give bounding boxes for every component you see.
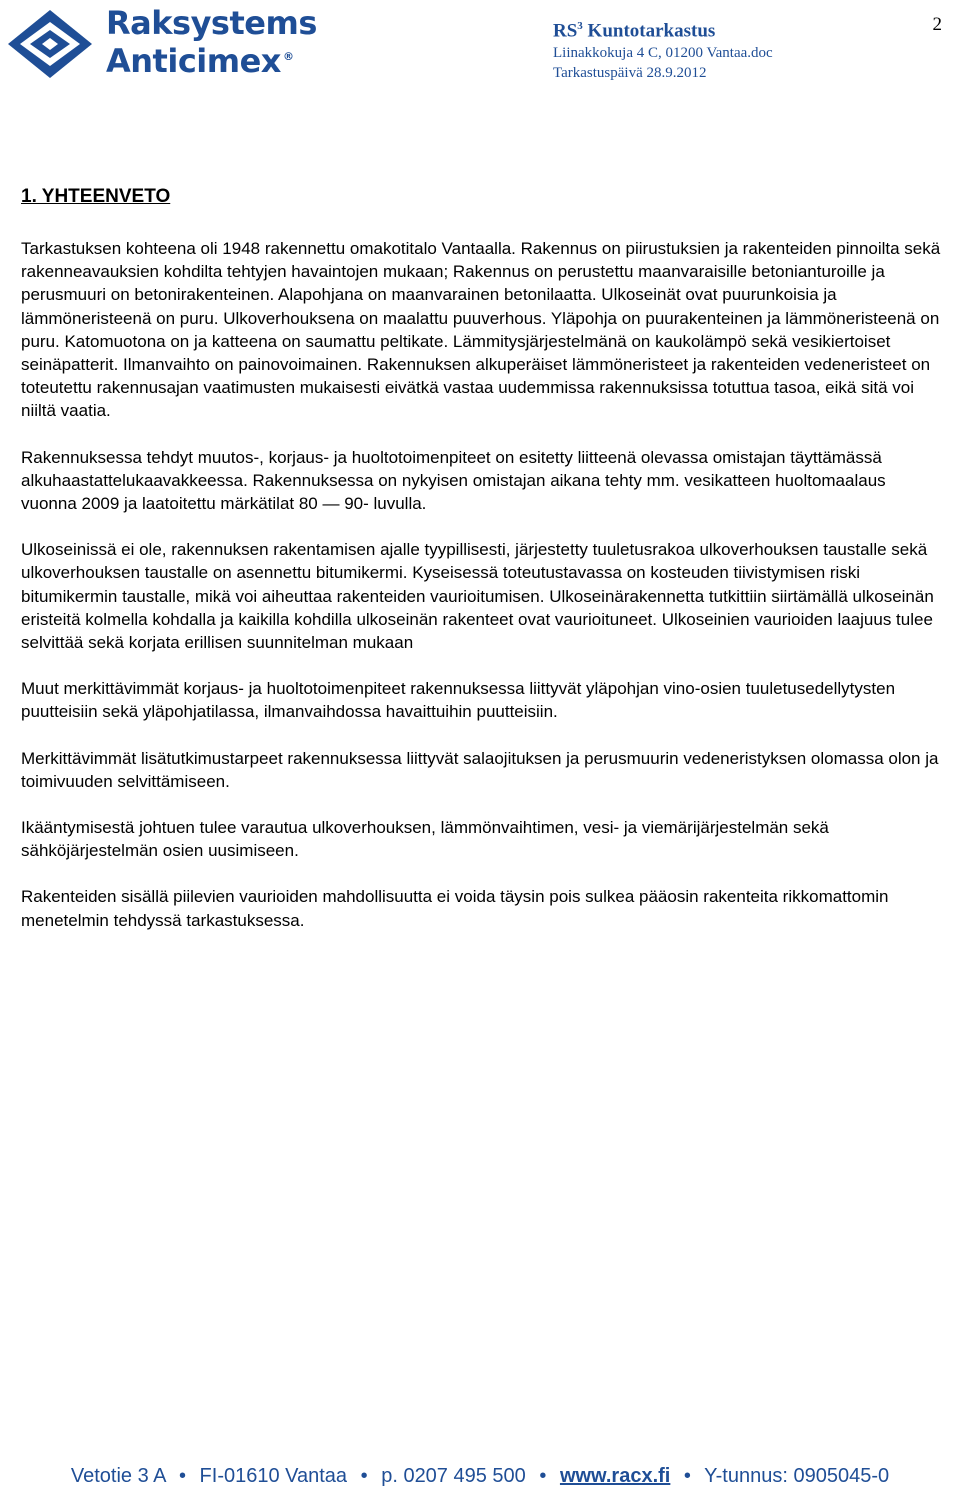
document-title xyxy=(553,14,773,43)
paragraph-other-repairs: Muut merkittävimmät korjaus- ja huoltotoimenpiteet rakennuksessa liittyvät yläpohjan vino-osien tuuletusedellytysten puutteisiin sekä yläpohjatilassa, ilmanvaihdossa havaittuihin puutteisiin. xyxy=(21,679,896,722)
document-meta xyxy=(553,14,773,83)
page-number: 2 xyxy=(932,14,942,35)
doc-title-suffix: Kuntotarkastus xyxy=(587,20,716,42)
doc-title-sup: 3 xyxy=(577,20,583,32)
footer-website-link[interactable]: www.racx.fi xyxy=(559,1465,671,1487)
footer-business-id: Y-tunnus: 0905045-0 xyxy=(704,1465,890,1487)
logo-emblem-icon xyxy=(6,8,94,80)
footer-bullet: • xyxy=(683,1465,691,1487)
footer-phone: p. 0207 495 500 xyxy=(381,1465,526,1487)
footer-postal: FI-01610 Vantaa xyxy=(199,1465,348,1487)
registered-mark: ® xyxy=(282,50,294,64)
logo-text-anticimex-word: Anticimex xyxy=(106,42,281,80)
paragraph-further-research: Merkittävimmät lisätutkimustarpeet rakennuksessa liittyvät salaojituksen ja perusmuurin vedeneristyksen olomassa olon ja toimivuuden selvittämiseen. xyxy=(21,748,939,791)
footer-bullet: • xyxy=(539,1465,547,1487)
document-filename: Liinakkokuja 4 C, 01200 Vantaa.doc xyxy=(553,45,773,62)
doc-title-prefix: RS xyxy=(553,20,578,42)
footer-bullet: • xyxy=(178,1465,186,1487)
footer-bullet: • xyxy=(360,1465,368,1487)
paragraph-summary: Tarkastuksen kohteena oli 1948 rakennettu omakotitalo Vantaalla. Rakennus on piirustuksien ja rakenteiden pinnoilta sekä rakenneavauksien kohdilta tehtyjen havaintojen mukaan; Rakennus on perustettu maanvaraisille betonianturoille ja perusmuuri on betonirakenteinen. Alapohjana on maanvarainen betonilaatta. Ulkoseinät ovat puurunkoisia ja lämmöneristeenä on puru. Ulkoverhouksena on maalattu puuverhous. Yläpohja on puurakenteinen ja lämmöneristeenä on puru. Katomuotona on ja katteena on saumattu peltikate. Lämmitysjärjestelmänä on kaukolämpö sekä vesikiertoiset seinäpatterit. Ilmanvaihto on painovoimainen. Rakennuksen alkuperäiset lämmöneristeet ja rakenteiden vedeneristeet on toteutettu rakennusajan vaatimusten mukaisesti eivätkä vastaa uudemmissa rakennuksissa totuttua tasoa, eikä sitä voi niiltä vaatia. xyxy=(21,239,941,421)
section-heading: 1. YHTEENVETO xyxy=(21,186,171,207)
paragraph-aging: Ikääntymisestä johtuen tulee varautua ulkoverhouksen, lämmönvaihtimen, vesi- ja viemärijärjestelmän sekä sähköjärjestelmän osien uusimiseen. xyxy=(21,818,829,861)
paragraph-repairs: Rakennuksessa tehdyt muutos-, korjaus- ja huoltotoimenpiteet on esitetty liitteenä olevassa omistajan täyttämässä alkuhaastattelukaavakkeessa. Rakennuksessa on nykyisen omistajan aikana tehty mm. vesikatteen huoltomaalaus vuonna 2009 ja laatoitettu märkätilat 80 — 90- luvulla. xyxy=(21,447,886,514)
paragraph-exterior-walls: Ulkoseinissä ei ole, rakennuksen rakentamisen ajalle tyypillisesti, järjestetty tuuletusrakoa ulkoverhouksen taustalle sekä ulkoverhouksen taustalle on asennettu bitumikermi. Kyseisessä toteutustavassa on kosteuden tiivistymisen riski bitumikermin taustalle, mikä voi aiheuttaa rakenteiden vaurioitumisen. Ulkoseinärakennetta tutkittiin siirtämällä ulkoseinän eristeitä kolmella kohdalla ja kaikilla kohdilla ulkoseinän rakenteet ovat vaurioituneet. Ulkoseinien vaurioiden laajuus tulee selvittää sekä korjata erillisen suunnitelman mukaan xyxy=(21,540,934,653)
company-logo xyxy=(6,4,326,80)
paragraph-hidden-damage: Rakenteiden sisällä piilevien vaurioiden mahdollisuutta ei voida täysin pois sulkea pääosin rakenteita rikkomattomin menetelmin tehdyssä tarkastuksessa. xyxy=(21,887,889,930)
page-header xyxy=(0,0,960,90)
document-body xyxy=(21,186,941,955)
logo-text-raksystems: Raksystems xyxy=(106,4,317,42)
logo-text-anticimex xyxy=(106,42,293,80)
footer-address: Vetotie 3 A xyxy=(70,1465,166,1487)
inspection-date: Tarkastuspäivä 28.9.2012 xyxy=(553,65,707,82)
page-footer xyxy=(0,1465,960,1488)
